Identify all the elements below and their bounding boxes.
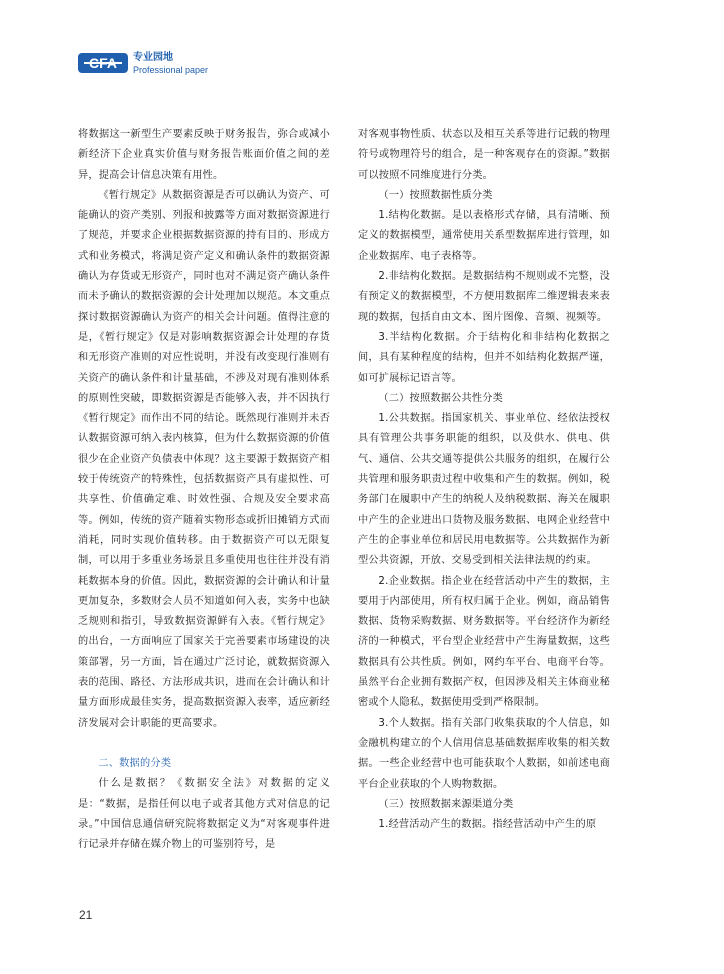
paragraph: 1.公共数据。指国家机关、事业单位、经依法授权具有管理公共事务职能的组织，以及供水、供电、供气、通信、公共交通等提供公共服务的组织，在履行公共管理和服务职责过程中收集和产生的数据。例如，税务部门在履职中产生的纳税人及纳税数据、海关在履职中产生的企业进出口货物及服务数据、电网企业经营中产生的企事业单位和居民用电数据等。公共数据作为新型公共资源，开放、交易受到相关法律法规的约束。 [358, 413, 610, 567]
subsection-heading: （三）按照数据来源渠道分类 [378, 798, 514, 810]
page-number: 21 [79, 908, 93, 922]
subsection-heading: （一）按照数据性质分类 [378, 189, 493, 201]
paragraph: 什么是数据？《数据安全法》对数据的定义是：“数据，是指任何以电子或者其他方式对信息的记录。”中国信息通信研究院将数据定义为“对客观事件进行记录并存储在媒介物上的可鉴别符号，是 [78, 778, 330, 851]
paragraph: 1.结构化数据。是以表格形式存储，具有清晰、预定义的数据模型，通常使用关系型数据库进行管理，如企业数据库、电子表格等。 [358, 210, 610, 262]
paragraph: 将数据这一新型生产要素反映于财务报告，弥合或减小新经济下企业真实价值与财务报告账面价值之间的差异，提高会计信息决策有用性。 [78, 129, 330, 181]
svg-text:CFA: CFA [89, 55, 117, 71]
paragraph: 对客观事物性质、状态以及相互关系等进行记载的物理符号或物理符号的组合，是一种客观存在的资源。”数据可以按照不同维度进行分类。 [358, 129, 610, 181]
header-text [133, 52, 208, 76]
section-heading: 二、数据的分类 [98, 757, 172, 769]
left-column [78, 125, 330, 855]
paragraph: 3.个人数据。指有关部门收集获取的个人信息，如金融机构建立的个人信用信息基础数据库收集的相关数据。一些企业经营中也可能获取个人数据，如前述电商平台企业获取的个人购物数据。 [358, 717, 610, 790]
journal-logo [78, 53, 128, 73]
right-column [358, 125, 610, 835]
section-title-zh: 专业园地 [133, 52, 173, 63]
paragraph: 2.企业数据。指企业在经营活动中产生的数据，主要用于内部使用，所有权归属于企业。例如，商品销售数据、货物采购数据、财务数据等。平台经济作为新经济的一种模式，平台型企业经营中产生海量数据，这些数据具有公共性质。例如，网约车平台、电商平台等。虽然平台企业拥有数据产权，但因涉及相关主体商业秘密或个人隐私，数据使用受到严格限制。 [358, 575, 610, 709]
paragraph: 2.非结构化数据。是数据结构不规则或不完整，没有预定义的数据模型，不方便用数据库二维逻辑表来表现的数据，包括自由文本、图片图像、音频、视频等。 [358, 271, 610, 323]
section-title-en: Professional paper [133, 65, 209, 75]
paragraph: 1.经营活动产生的数据。指经营活动中产生的原 [378, 819, 597, 831]
paragraph: 3.半结构化数据。介于结构化和非结构化数据之间，具有某种程度的结构，但并不如结构化数据严谨，如可扩展标记语言等。 [358, 331, 610, 384]
subsection-heading: （二）按照数据公共性分类 [378, 392, 504, 404]
paragraph: 《暂行规定》从数据资源是否可以确认为资产、可能确认的资产类别、列报和披露等方面对数据资源进行了规范，并要求企业根据数据资源的持有目的、形成方式和业务模式，将满足资产定义和确认条件的数据资源确认为存货或无形资产，同时也对不满足资产确认条件而未予确认的数据资源的会计处理加以规范。本文重点探讨数据资源确认为资产的相关会计问题。值得注意的是，《暂行规定》仅是对影响数据资源会计处理的存货和无形资产准则的对应性说明，并没有改变现行准则有关资产的确认条件和计量基础，不涉及对现有准则体系的原则性突破，即数据资源是否能够入表，并不因执行《暂行规定》而作出不同的结论。既然现行准则并未否认数据资源可纳入表内核算，但为什么数据资源的价值很少在企业资产负债表中体现？这主要源于数据资产相较于传统资产的特殊性，包括数据资产具有虚拟性、可共享性、价值确定难、时效性强、合规及安全要求高等。例如，传统的资产随着实物形态或折旧摊销方式而消耗，同时实现价值转移。由于数据资产可以无限复制，可以用于多重业务场景且多重使用也往往并没有消耗数据本身的价值。因此，数据资源的会计确认和计量更加复杂，多数财会人员不知道如何入表，实务中也缺乏规则和指引，导致数据资源鲜有入表。《暂行规定》的出台，一方面响应了国家关于完善要素市场建设的决策部署，另一方面，旨在通过广泛讨论，就数据资源入表的范围、路径、方法形成共识，进而在会计确认和计量方面形成最佳实务，提高数据资源入表率，适应新经济发展对会计职能的更高要求。 [78, 189, 330, 729]
